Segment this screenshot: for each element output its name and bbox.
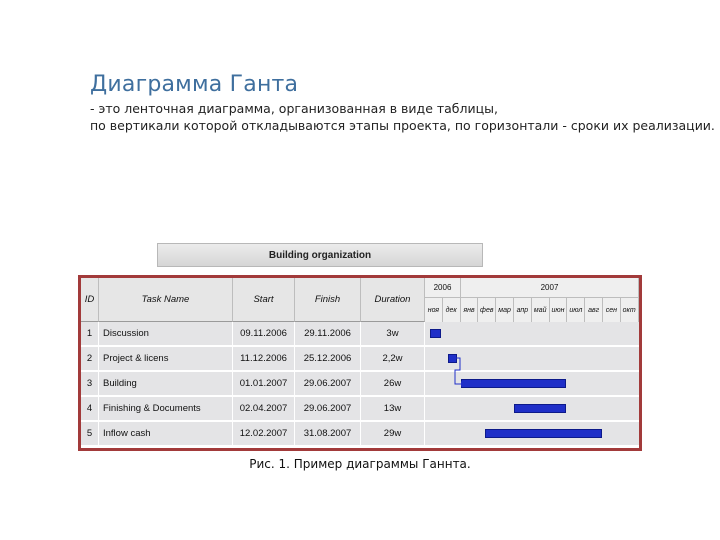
month-header: июн bbox=[550, 298, 568, 322]
task-id-cell: 2 bbox=[81, 347, 99, 370]
task-start-cell: 09.11.2006 bbox=[233, 322, 295, 345]
month-header: авг bbox=[585, 298, 603, 322]
year-2006: 2006 bbox=[425, 278, 461, 298]
month-header: апр bbox=[514, 298, 532, 322]
col-header-duration: Duration bbox=[361, 278, 425, 322]
task-finish-cell: 29.11.2006 bbox=[295, 322, 361, 345]
task-duration-cell: 3w bbox=[361, 322, 425, 345]
project-banner: Building organization bbox=[157, 243, 483, 267]
task-finish-cell: 25.12.2006 bbox=[295, 347, 361, 370]
dependency-arrow-2-3 bbox=[453, 358, 461, 384]
task-duration-cell: 29w bbox=[361, 422, 425, 445]
month-header: май bbox=[532, 298, 550, 322]
task-id-cell: 4 bbox=[81, 397, 99, 420]
month-header: мар bbox=[496, 298, 514, 322]
slide-title: Диаграмма Ганта bbox=[90, 72, 299, 97]
task-name-cell: Finishing & Documents bbox=[99, 397, 233, 420]
task-start-cell: 02.04.2007 bbox=[233, 397, 295, 420]
month-header: ноя bbox=[425, 298, 443, 322]
task-start-cell: 11.12.2006 bbox=[233, 347, 295, 370]
month-header: янв bbox=[461, 298, 479, 322]
month-header: дек bbox=[443, 298, 461, 322]
month-header: июл bbox=[567, 298, 585, 322]
col-header-finish: Finish bbox=[295, 278, 361, 322]
task-start-cell: 01.01.2007 bbox=[233, 372, 295, 395]
col-header-start: Start bbox=[233, 278, 295, 322]
subtitle-line-1: - это ленточная диаграмма, организованная в виде таблицы, bbox=[90, 101, 498, 116]
task-finish-cell: 31.08.2007 bbox=[295, 422, 361, 445]
subtitle-line-2: по вертикали которой откладываются этапы проекта, по горизонтали - сроки их реализации. bbox=[90, 118, 715, 133]
month-header: фев bbox=[478, 298, 496, 322]
month-header: окт bbox=[621, 298, 639, 322]
task-id-cell: 5 bbox=[81, 422, 99, 445]
task-id-cell: 1 bbox=[81, 322, 99, 345]
figure-caption: Рис. 1. Пример диаграммы Ганнта. bbox=[249, 457, 471, 471]
task-duration-cell: 13w bbox=[361, 397, 425, 420]
month-header: сен bbox=[603, 298, 621, 322]
task-finish-cell: 29.06.2007 bbox=[295, 397, 361, 420]
col-header-id: ID bbox=[81, 278, 99, 322]
task-duration-cell: 26w bbox=[361, 372, 425, 395]
task-start-cell: 12.02.2007 bbox=[233, 422, 295, 445]
task-name-cell: Building bbox=[99, 372, 233, 395]
task-finish-cell: 29.06.2007 bbox=[295, 372, 361, 395]
task-name-cell: Discussion bbox=[99, 322, 233, 345]
task-id-cell: 3 bbox=[81, 372, 99, 395]
year-2007: 2007 bbox=[461, 278, 639, 298]
arrowhead-icon bbox=[461, 381, 465, 387]
col-header-name: Task Name bbox=[99, 278, 233, 322]
task-name-cell: Project & licens bbox=[99, 347, 233, 370]
task-name-cell: Inflow cash bbox=[99, 422, 233, 445]
task-duration-cell: 2,2w bbox=[361, 347, 425, 370]
